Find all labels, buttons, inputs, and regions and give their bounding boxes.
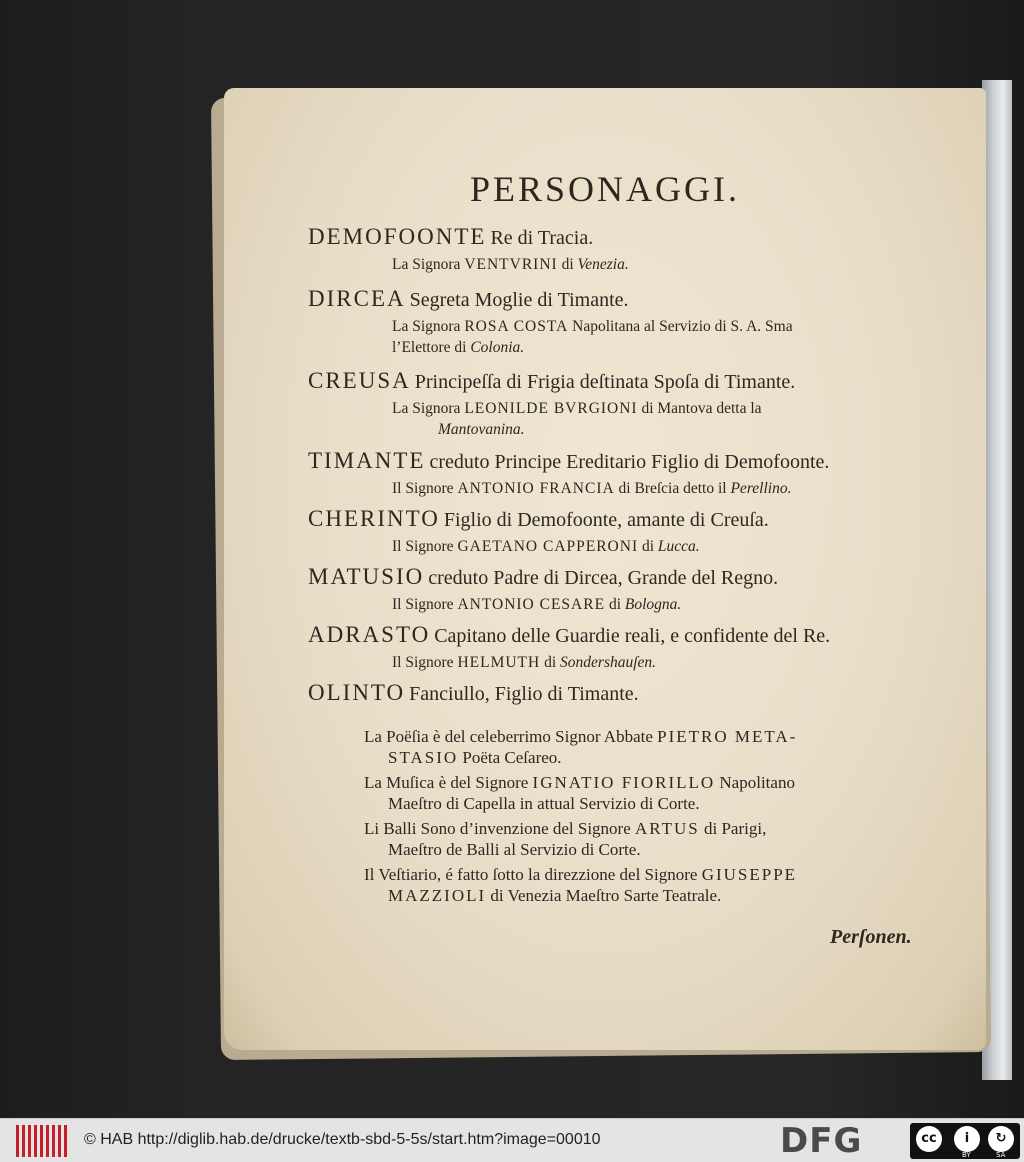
singer-line: La Signora VENTVRINI di Venezia. xyxy=(392,256,629,273)
character-name: CHERINTO xyxy=(308,506,440,531)
page-title: PERSONAGGI. xyxy=(469,169,741,209)
dfg-logo[interactable]: DFG xyxy=(780,1121,863,1161)
singer-line: Il Signore GAETANO CAPPERONI di Lucca. xyxy=(392,538,700,555)
credit-balli: Li Balli Sono d’invenzione del Signore ARTUS di Parigi, Maeſtro de Balli al Servizio di Corte. xyxy=(364,819,767,859)
character-adrasto xyxy=(308,622,928,673)
character-description: Capitano delle Guardie reali, e confidente del Re. xyxy=(434,625,831,647)
singer-line: La Signora ROSA COSTA Napolitana al Servizio di S. A. Sma l’Elettore di Colonia. xyxy=(392,318,793,356)
character-name: DIRCEA xyxy=(308,286,406,311)
credit-poesia: La Poëſia è del celeberrimo Signor Abbate PIETRO META- STASIO Poëta Ceſareo. xyxy=(364,727,798,767)
cc-license-badge[interactable] xyxy=(910,1123,1020,1159)
character-description: Figlio di Demofoonte, amante di Creuſa. xyxy=(443,509,769,531)
character-cherinto xyxy=(308,506,928,557)
character-olinto xyxy=(308,680,928,706)
credit-musica: La Muſica è del Signore IGNATIO FIORILLO Napolitano Maeſtro di Capella in attual Servizio di Corte. xyxy=(364,773,795,813)
viewer-footer xyxy=(0,1118,1024,1162)
hab-logo-icon[interactable] xyxy=(16,1125,68,1157)
sa-label: SA xyxy=(996,1151,1006,1159)
character-name: OLINTO xyxy=(308,680,406,705)
by-label: BY xyxy=(962,1151,971,1159)
book-page xyxy=(224,88,986,1050)
character-creusa xyxy=(308,368,928,440)
by-attribution-icon: i xyxy=(954,1126,980,1152)
credit-vestiario: Il Veſtiario, é fatto ſotto la direzzione del Signore GIUSEPPE MAZZIOLI di Venezia Maeſtro Sarte Teatrale. xyxy=(364,865,798,905)
sa-share-alike-icon: ↻ xyxy=(988,1126,1014,1152)
character-description: creduto Principe Ereditario Figlio di Demofoonte. xyxy=(429,451,830,473)
character-description: creduto Padre di Dircea, Grande del Regno. xyxy=(428,567,779,589)
character-name: DEMOFOONTE xyxy=(308,224,487,249)
copyright-link[interactable]: © HAB http://diglib.hab.de/drucke/textb-sbd-5-5s/start.htm?image=00010 xyxy=(84,1131,601,1148)
character-demofoonte xyxy=(308,224,928,275)
singer-line: Il Signore HELMUTH di Sondershauſen. xyxy=(392,654,657,671)
character-description: Re di Tracia. xyxy=(490,227,594,249)
character-name: ADRASTO xyxy=(308,622,431,647)
character-name: TIMANTE xyxy=(308,448,426,473)
character-name: MATUSIO xyxy=(308,564,425,589)
singer-line: La Signora LEONILDE BVRGIONI di Mantova detta la Mantovanina. xyxy=(392,400,762,438)
singer-line: Il Signore ANTONIO CESARE di Bologna. xyxy=(392,596,682,613)
singer-line: Il Signore ANTONIO FRANCIA di Breſcia detto il Perellino. xyxy=(392,480,792,497)
character-dircea xyxy=(308,286,928,358)
character-name: CREUSA xyxy=(308,368,411,393)
catchword: Perſonen. xyxy=(830,926,912,948)
character-timante xyxy=(308,448,928,499)
character-matusio xyxy=(308,564,928,615)
character-description: Fanciullo, Figlio di Timante. xyxy=(409,683,639,705)
character-description: Principeſſa di Frigia deſtinata Spoſa di Timante. xyxy=(414,371,796,393)
cc-icon: cc xyxy=(916,1126,942,1152)
character-description: Segreta Moglie di Timante. xyxy=(409,289,629,311)
